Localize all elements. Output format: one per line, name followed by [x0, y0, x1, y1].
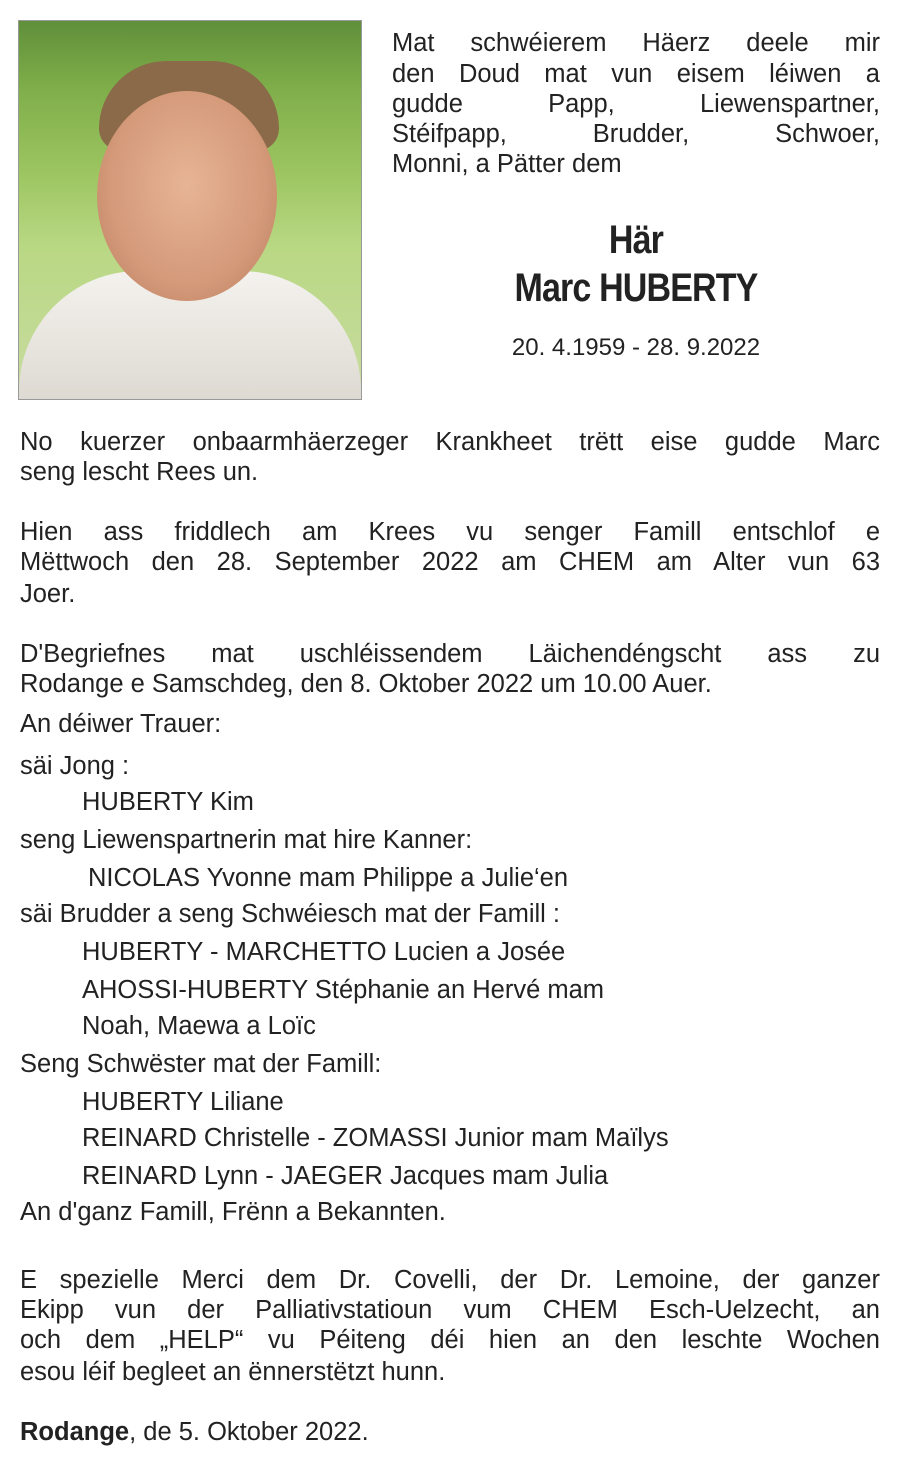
- intro-line: Stéifpapp, Brudder, Schwoer,: [392, 120, 880, 148]
- closing-line: [20, 1417, 880, 1447]
- mourner-line: An d'ganz Famill, Frënn a Bekannten.: [20, 1198, 446, 1226]
- life-dates: 20. 4.1959 - 28. 9.2022: [511, 334, 761, 361]
- paragraph-line: och dem „HELP“ vu Péiteng déi hien an den leschte Wochen: [20, 1326, 880, 1354]
- mourner-line: seng Liewenspartnerin mat hire Kanner:: [20, 826, 473, 854]
- intro-line: Monni, a Pätter dem: [392, 150, 622, 178]
- paragraph-line: D'Begriefnes mat uschléissendem Läichendéngscht ass zu: [20, 640, 880, 668]
- paragraph-line: seng lescht Rees un.: [20, 458, 259, 486]
- paragraph-line: esou léif begleet an ënnerstëtzt hunn.: [20, 1358, 446, 1386]
- mourner-line: REINARD Lynn - JAEGER Jacques mam Julia: [82, 1162, 609, 1190]
- mourner-line: HUBERTY Kim: [82, 788, 254, 816]
- closing-place: Rodange: [20, 1418, 130, 1446]
- portrait-photo: [18, 20, 362, 400]
- paragraph-line: Hien ass friddlech am Krees vu senger Famill entschlof e: [20, 518, 880, 546]
- intro-line: Mat schwéierem Häerz deele mir: [392, 29, 880, 57]
- closing-date: , de 5. Oktober 2022.: [129, 1418, 369, 1446]
- mourner-line: AHOSSI-HUBERTY Stéphanie an Hervé mam: [82, 976, 605, 1004]
- mourner-line: REINARD Christelle - ZOMASSI Junior mam Maïlys: [82, 1124, 669, 1152]
- mourner-line: An déiwer Trauer:: [20, 710, 222, 738]
- paragraph-line: Rodange e Samschdeg, den 8. Oktober 2022 um 10.00 Auer.: [20, 670, 712, 698]
- mourner-line: säi Jong :: [20, 752, 130, 780]
- mourner-line: HUBERTY Liliane: [82, 1088, 284, 1116]
- intro-line: gudde Papp, Liewenspartner,: [392, 90, 880, 118]
- paragraph-line: Ekipp vun der Palliativstatioun vum CHEM Esch-Uelzecht, an: [20, 1296, 880, 1324]
- deceased-name: Marc HUBERTY: [514, 266, 758, 310]
- paragraph-line: No kuerzer onbaarmhäerzeger Krankheet trëtt eise gudde Marc: [20, 428, 880, 456]
- mourner-line: Noah, Maewa a Loïc: [82, 1012, 316, 1040]
- paragraph-line: Mëttwoch den 28. September 2022 am CHEM am Alter vun 63: [20, 548, 880, 576]
- mourner-line: Seng Schwëster mat der Famill:: [20, 1050, 382, 1078]
- mourner-line: säi Brudder a seng Schwéiesch mat der Famill :: [20, 900, 560, 928]
- mourner-line: HUBERTY - MARCHETTO Lucien a Josée: [82, 938, 566, 966]
- paragraph-line: E spezielle Merci dem Dr. Covelli, der Dr. Lemoine, der ganzer: [20, 1266, 880, 1294]
- mourner-line: NICOLAS Yvonne mam Philippe a Julie‘en: [88, 864, 569, 892]
- intro-line: den Doud mat vun eisem léiwen a: [392, 60, 880, 88]
- honorific: Här: [608, 218, 664, 262]
- paragraph-line: Joer.: [20, 580, 76, 608]
